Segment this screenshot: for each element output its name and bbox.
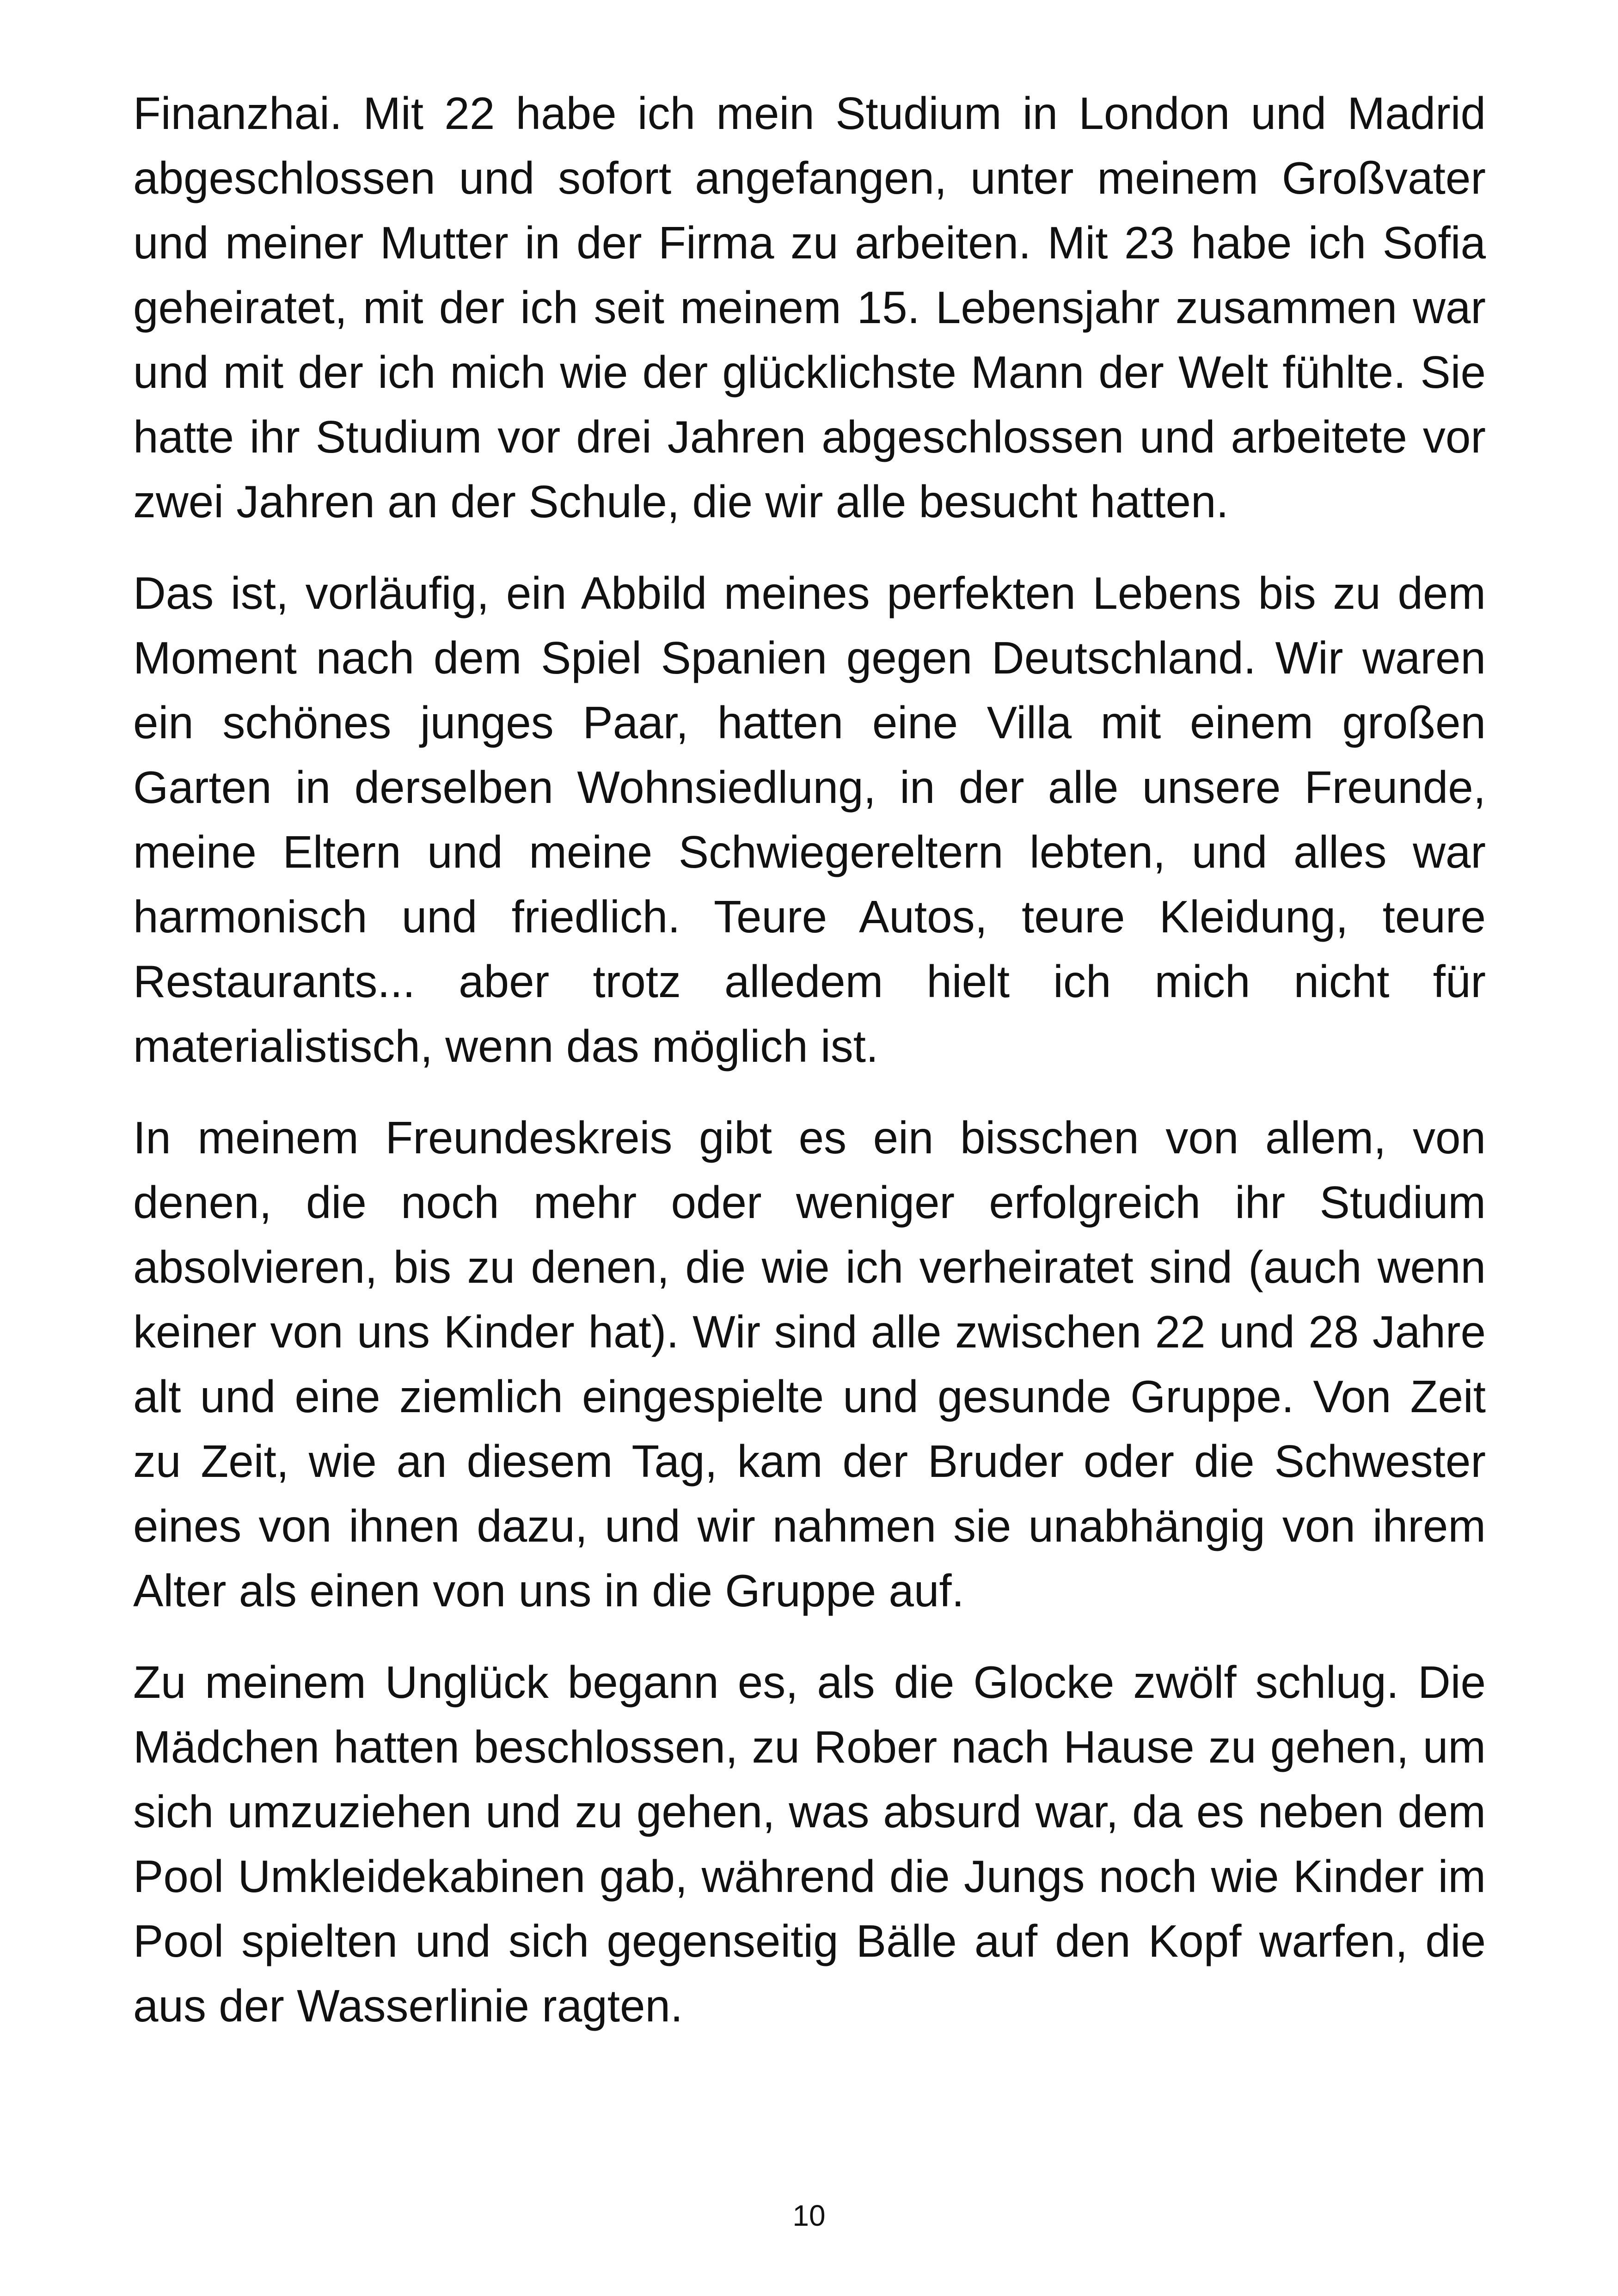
paragraph-3: In meinem Freundeskreis gibt es ein bisschen von allem, von denen, die noch mehr oder weniger erfolgreich ihr Studium absolvieren, bis zu denen, die wie ich verheiratet sind (auch wenn keiner von uns Kinder hat). Wir sind alle zwischen 22 und 28 Jahre alt und eine ziemlich eingespielte und gesunde Gruppe. Von Zeit zu Zeit, wie an diesem Tag, kam der Bruder oder die Schwester eines von ihnen dazu, und wir nahmen sie unabhängig von ihrem Alter als einen von uns in die Gruppe auf.	[133, 1112, 1486, 1616]
page-number: 10	[792, 2199, 826, 2232]
paragraph-2: Das ist, vorläufig, ein Abbild meines perfekten Lebens bis zu dem Moment nach dem Spiel Spanien gegen Deutschland. Wir waren ein schönes junges Paar, hatten eine Villa mit einem großen Garten in derselben Wohnsiedlung, in der alle unsere Freunde, meine Eltern und meine Schwiegereltern lebten, und alles war harmonisch und friedlich. Teure Autos, teure Kleidung, teure Restaurants... aber trotz alledem hielt ich mich nicht für materialistisch, wenn das möglich ist.	[133, 568, 1486, 1071]
body-text	[133, 81, 1486, 2065]
paragraph-4: Zu meinem Unglück begann es, als die Glocke zwölf schlug. Die Mädchen hatten beschlossen, zu Rober nach Hause zu gehen, um sich umzuziehen und zu gehen, was absurd war, da es neben dem Pool Umkleidekabinen gab, während die Jungs noch wie Kinder im Pool spielten und sich gegenseitig Bälle auf den Kopf warfen, die aus der Wasserlinie ragten.	[133, 1657, 1486, 2031]
paragraph-1: Finanzhai. Mit 22 habe ich mein Studium in London und Madrid abgeschlossen und sofort angefangen, unter meinem Großvater und meiner Mutter in der Firma zu arbeiten. Mit 23 habe ich Sofia geheiratet, mit der ich seit meinem 15. Lebensjahr zusammen war und mit der ich mich wie der glücklichste Mann der Welt fühlte. Sie hatte ihr Studium vor drei Jahren abgeschlossen und arbeitete vor zwei Jahren an der Schule, die wir alle besucht hatten.	[133, 88, 1486, 527]
